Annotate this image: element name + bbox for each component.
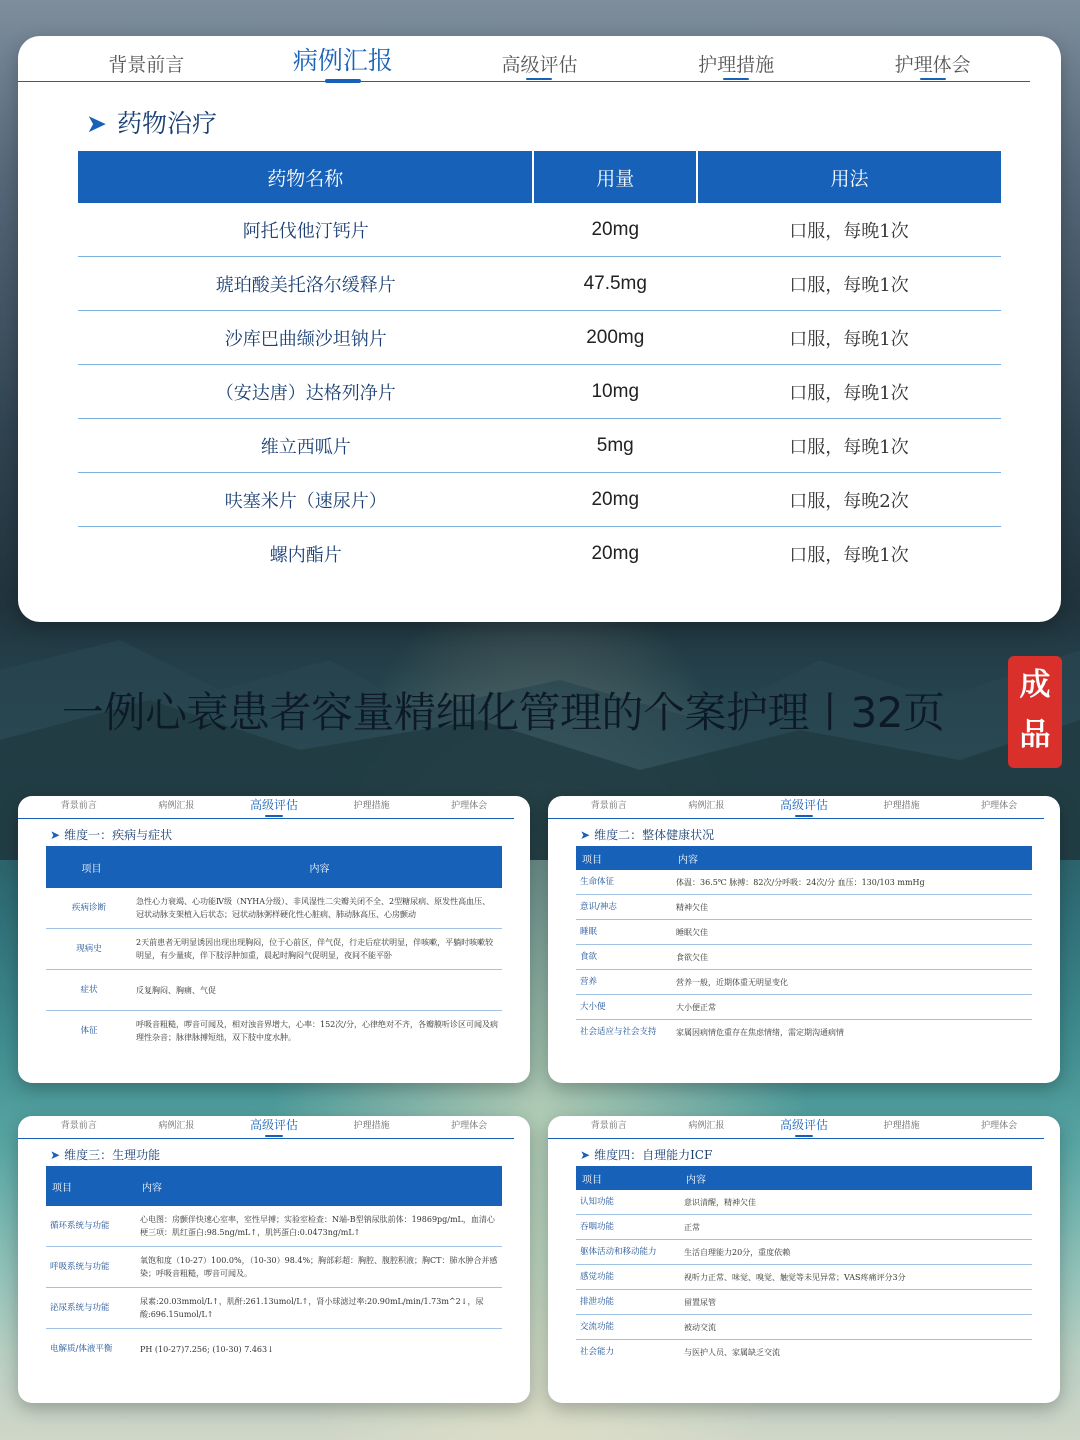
chevron-right-icon: ➤: [50, 828, 61, 842]
table-row: 感觉功能 视听力正常、味觉、嗅觉、触觉等未见异常；VAS疼痛评分3分: [576, 1265, 1032, 1290]
column-header: 用法: [697, 151, 1001, 203]
table-row: 现病史 2天前患者无明显诱因出现出现胸闷，位于心前区，伴气促，行走后症状明显，伴咳嗽，平躺时咳嗽较明显，有少量痰，伴下肢浮肿加重，晨起时胸闷气促明显，夜间不能平卧: [46, 929, 502, 970]
section-title: ➤ 维度一：疾病与症状: [50, 828, 173, 842]
assessment-card-1: [18, 796, 530, 1083]
section-title: ➤ 维度三：生理功能: [50, 1148, 161, 1162]
table-row: 沙库巴曲缬沙坦钠片 200mg 口服，每晚1次: [78, 311, 1001, 365]
tab-advanced-assessment[interactable]: 高级评估: [225, 1118, 323, 1134]
table-row: 电解质/体液平衡 PH (10-27)7.256; (10-30) 7.463↓: [50, 1343, 274, 1354]
assessment-table: [576, 1166, 1032, 1364]
tab-bar: [18, 48, 1061, 84]
tab-bar: [18, 1118, 530, 1134]
column-header: 项目: [576, 846, 672, 870]
table-row: 大小便 大小便正常: [576, 995, 1032, 1020]
tab-bar: [18, 798, 530, 814]
column-header: 项目: [46, 846, 132, 888]
table-row: 睡眠 睡眠欠佳: [576, 920, 1032, 945]
tab-nursing-measures[interactable]: 护理措施: [638, 48, 835, 84]
tab-case-report[interactable]: 病例汇报: [158, 801, 195, 811]
table-row: 维立西呱片 5mg 口服，每晚1次: [78, 419, 1001, 473]
tab-background[interactable]: 背景前言: [590, 1121, 627, 1131]
tab-advanced-assessment[interactable]: 高级评估: [225, 798, 323, 814]
tab-nursing-reflection[interactable]: 护理体会: [981, 801, 1018, 811]
tab-bar: [548, 798, 1060, 814]
column-header: 内容: [672, 846, 1032, 870]
column-header: 用量: [533, 151, 697, 203]
table-row: 泌尿系统与功能 尿素:20.03mmol/L↑，肌酐:261.13umol/L↑，肾小球滤过率:20.90mL/min/1.73m^2↓，尿酸:696.15umol/L↑: [46, 1288, 502, 1329]
tab-nursing-reflection[interactable]: 护理体会: [451, 1121, 488, 1131]
tab-nursing-reflection[interactable]: 护理体会: [981, 1121, 1018, 1131]
tab-nursing-reflection[interactable]: 护理体会: [834, 48, 1031, 84]
tab-advanced-assessment[interactable]: 高级评估: [755, 798, 853, 814]
tab-nursing-measures[interactable]: 护理措施: [883, 801, 920, 811]
tab-nursing-reflection[interactable]: 护理体会: [451, 801, 488, 811]
assessment-table: [576, 846, 1032, 1044]
tab-advanced-assessment[interactable]: 高级评估: [755, 1118, 853, 1134]
medication-card: [18, 36, 1061, 622]
table-row: 螺内酯片 20mg 口服，每晚1次: [269, 542, 909, 566]
tab-case-report[interactable]: 病例汇报: [688, 1121, 725, 1131]
medication-table: [78, 151, 1001, 580]
table-row: 营养 营养一般，近期体重无明显变化: [576, 970, 1032, 995]
table-row: 食欲 食欲欠佳: [576, 945, 1032, 970]
table-row: 躯体活动和移动能力 生活自理能力20分，重度依赖: [576, 1240, 1032, 1265]
table-row: 社会适应与社会支持 家属因病情危重存在焦虑情绪，需定期沟通病情: [580, 1026, 844, 1037]
table-row: 意识/神志 精神欠佳: [576, 895, 1032, 920]
tab-advanced-assessment[interactable]: 高级评估: [441, 48, 638, 84]
page-headline: 一例心衰患者容量精细化管理的个案护理丨32页: [62, 688, 945, 737]
table-row: 症状 反复胸闷、胸痛、气促: [46, 970, 502, 1011]
chevron-right-icon: ➤: [86, 109, 107, 138]
tab-divider: [18, 818, 514, 819]
table-row: （安达唐）达格列净片 10mg 口服，每晚1次: [78, 365, 1001, 419]
column-header: 药物名称: [78, 151, 533, 203]
table-row: 交流功能 被动交流: [576, 1315, 1032, 1340]
assessment-table: [46, 846, 502, 1051]
chevron-right-icon: ➤: [580, 828, 591, 842]
table-row: 疾病诊断 急性心力衰竭、心功能Ⅳ级（NYHA分级）、非风湿性二尖瓣关闭不全、2型糖尿病、原发性高血压、冠状动脉支架植入后状态；冠状动脉粥样硬化性心脏病、肺动脉高压、心房颤动: [46, 888, 502, 929]
tab-nursing-measures[interactable]: 护理措施: [353, 801, 390, 811]
column-header: 内容: [680, 1166, 1032, 1190]
tab-bar: [548, 1118, 1060, 1134]
tab-nursing-measures[interactable]: 护理措施: [883, 1121, 920, 1131]
tab-case-report[interactable]: 病例汇报: [158, 1121, 195, 1131]
table-row: 排泄功能 留置尿管: [576, 1290, 1032, 1315]
column-header: 项目: [576, 1166, 680, 1190]
section-title: ➤ 药物治疗: [86, 109, 217, 138]
column-header: 项目: [46, 1166, 136, 1206]
column-header: 内容: [132, 846, 502, 888]
chevron-right-icon: ➤: [580, 1148, 591, 1162]
table-row: 呼吸系统与功能 氧饱和度（10-27）100.0%，（10-30）98.4%；胸部彩超：胸腔、腹腔积液；胸CT：肺水肿合并感染；呼吸音粗糙，啰音可闻及。: [46, 1247, 502, 1288]
tab-case-report[interactable]: 病例汇报: [245, 48, 442, 84]
column-header: 内容: [136, 1166, 502, 1206]
table-row: 阿托伐他汀钙片 20mg 口服，每晚1次: [78, 203, 1001, 257]
table-row: 吞咽功能 正常: [576, 1215, 1032, 1240]
table-row: 呋塞米片（速尿片） 20mg 口服，每晚2次: [78, 473, 1001, 527]
tab-divider: [548, 818, 1044, 819]
assessment-card-3: [18, 1116, 530, 1403]
table-row: 社会能力 与医护人员、家属缺乏交流: [580, 1346, 780, 1357]
tab-background[interactable]: 背景前言: [60, 1121, 97, 1131]
tab-nursing-measures[interactable]: 护理措施: [353, 1121, 390, 1131]
chevron-right-icon: ➤: [50, 1148, 61, 1162]
table-row: 循环系统与功能 心电图：房颤伴快速心室率，室性早搏；实验室检查：N端-B型钠尿肽前体：19869pg/mL，血清心梗三项：肌红蛋白:98.5ng/mL↑，肌钙蛋白:0.0473ng/mL↑: [46, 1206, 502, 1247]
tab-background[interactable]: 背景前言: [108, 54, 185, 76]
assessment-table: [46, 1166, 502, 1369]
tab-background[interactable]: 背景前言: [60, 801, 97, 811]
assessment-card-4: [548, 1116, 1060, 1403]
tab-case-report[interactable]: 病例汇报: [688, 801, 725, 811]
tab-divider: [18, 1138, 514, 1139]
section-title: ➤ 维度四：自理能力ICF: [580, 1148, 713, 1162]
table-row: 认知功能 意识清醒，精神欠佳: [576, 1190, 1032, 1215]
section-title: ➤ 维度二：整体健康状况: [580, 828, 715, 842]
table-row: 体征 呼吸音粗糙，啰音可闻及，相对浊音界增大，心率：152次/分，心律绝对不齐，各瓣膜听诊区可闻及病理性杂音；脉律脉搏短绌，双下肢中度水肿。: [80, 1020, 498, 1042]
assessment-card-2: [548, 796, 1060, 1083]
tab-divider: [548, 1138, 1044, 1139]
tab-background[interactable]: 背景前言: [590, 801, 627, 811]
table-row: 生命体征 体温：36.5℃ 脉搏：82次/分呼吸：24次/分 血压：130/103 mmHg: [576, 870, 1032, 895]
tab-divider: [18, 81, 1030, 82]
product-badge: 成 品: [1008, 656, 1062, 768]
table-row: 琥珀酸美托洛尔缓释片 47.5mg 口服，每晚1次: [78, 257, 1001, 311]
